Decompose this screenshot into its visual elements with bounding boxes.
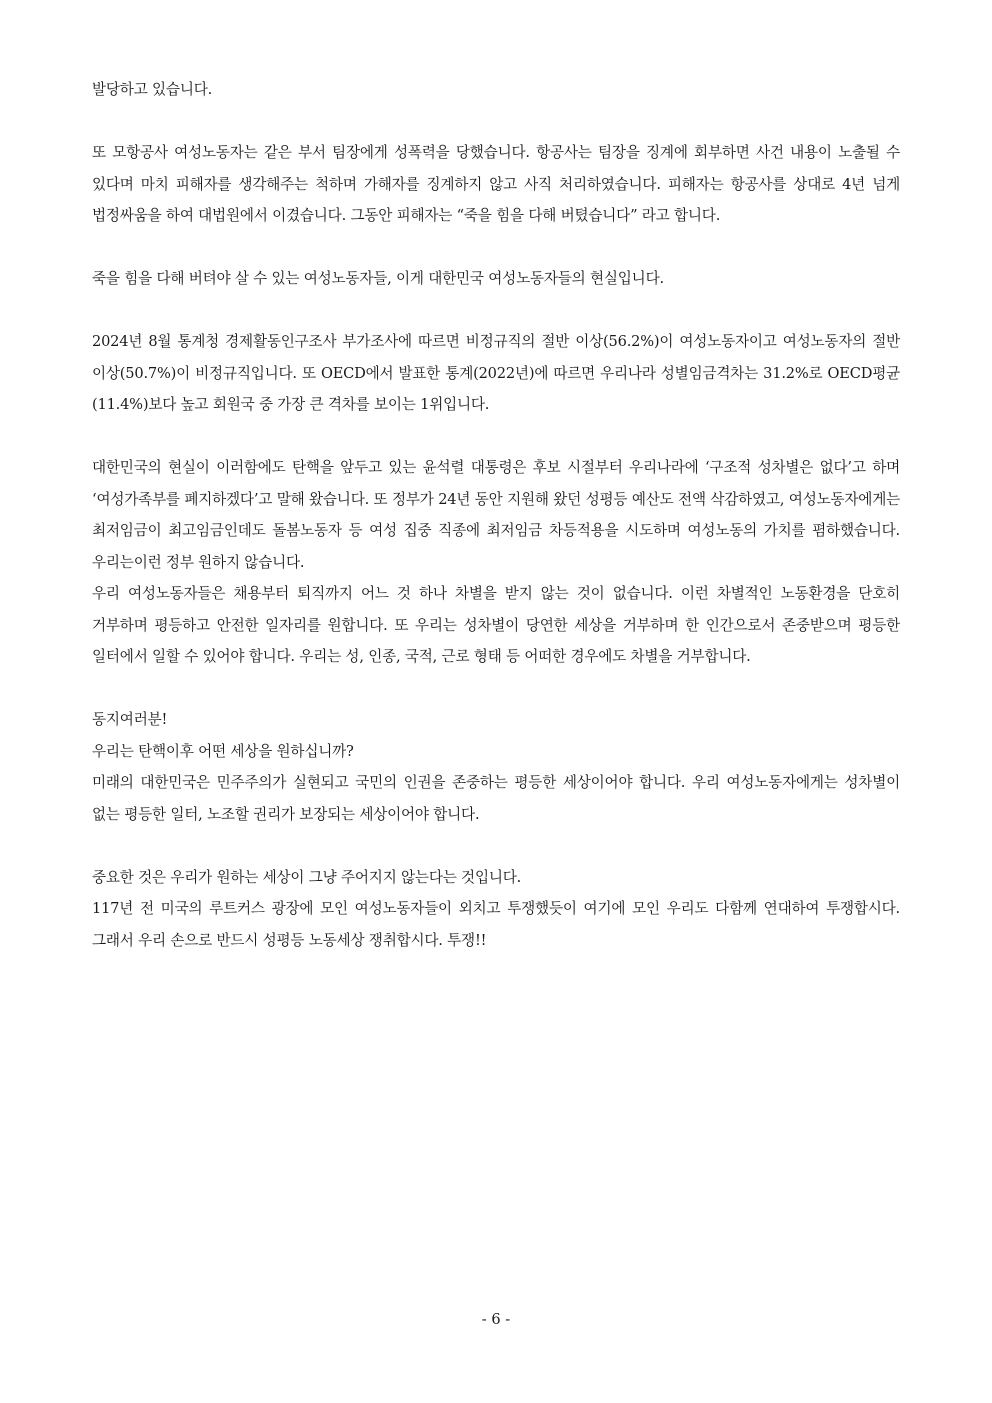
paragraph: 발당하고 있습니다. <box>92 81 213 98</box>
paragraph: 또 모항공사 여성노동자는 같은 부서 팀장에게 성폭력을 당했습니다. 항공사는 팀장을 징계에 회부하면 사건 내용이 노출될 수 있다며 마치 피해자를 생각해주는 척하며 가해자를 징계하지 않고 사직 처리하였습니다. 피해자는 항공사를 상대로 4년 넘게 법정싸움을 하여 대법원에서 이겼습니다. 그동안 피해자는 “죽을 힘을 다해 버텼습니다” 라고 합니다. <box>92 144 900 224</box>
paragraph: 우리는 탄핵이후 어떤 세상을 원하십니까? <box>92 742 354 760</box>
paragraph: 대한민국의 현실이 이러함에도 탄핵을 앞두고 있는 윤석렬 대통령은 후보 시절부터 우리나라에 ‘구조적 성차별은 없다’고 하며 ‘여성가족부를 폐지하겠다’고 말해 왔습니다. 또 정부가 24년 동안 지원해 왔던 성평등 예산도 전액 삭감하였고, 여성노동자에게는 최저임금이 최고임금인데도 돌봄노동자 등 여성 집중 직종에 최저임금 차등적용을 시도하며 여성노동의 가치를 폄하했습니다. 우리는이런 정부 원하지 않습니다. <box>92 459 900 571</box>
paragraph: 2024년 8월 통계청 경제활동인구조사 부가조사에 따르면 비정규직의 절반 이상(56.2%)이 여성노동자이고 여성노동자의 절반 이상(50.7%)이 비정규직입니다. 또 OECD에서 발표한 통계(2022년)에 따르면 우리나라 성별임금격차는 31.2%로 OECD평균(11.4%)보다 높고 회원국 중 가장 큰 격차를 보이는 1위입니다. <box>92 333 900 413</box>
paragraph-spacer <box>92 295 900 327</box>
paragraph: 미래의 대한민국은 민주주의가 실현되고 국민의 인권을 존중하는 평등한 세상이어야 합니다. 우리 여성노동자에게는 성차별이 없는 평등한 일터, 노조할 권리가 보장되는 세상이어야 합니다. <box>92 774 900 823</box>
paragraph-spacer <box>92 830 900 862</box>
paragraph: 동지여러분! <box>92 711 168 728</box>
paragraph: 죽을 힘을 다해 버텨야 살 수 있는 여성노동자들, 이게 대한민국 여성노동자들의 현실입니다. <box>92 270 664 287</box>
page-number: - 6 - <box>481 1311 511 1328</box>
paragraph-spacer <box>92 421 900 453</box>
paragraph: 중요한 것은 우리가 원하는 세상이 그냥 주어지지 않는다는 것입니다. <box>92 868 522 886</box>
paragraph-spacer <box>92 232 900 264</box>
paragraph: 우리 여성노동자들은 채용부터 퇴직까지 어느 것 하나 차별을 받지 않는 것이 없습니다. 이런 차별적인 노동환경을 단호히 거부하며 평등하고 안전한 일자리를 원합니다. 또 우리는 성차별이 당연한 세상을 거부하며 한 인간으로서 존중받으며 평등한 일터에서 일할 수 있어야 합니다. 우리는 성, 인종, 국적, 근로 형태 등 어떠한 경우에도 차별을 거부합니다. <box>92 585 900 665</box>
paragraph: 117년 전 미국의 루트커스 광장에 모인 여성노동자들이 외치고 투쟁했듯이 여기에 모인 우리도 다함께 연대하여 투쟁합시다. 그래서 우리 손으로 반드시 성평등 노동세상 쟁취합시다. 투쟁!! <box>92 900 900 949</box>
paragraph-spacer <box>92 673 900 705</box>
document-body <box>92 74 900 956</box>
paragraph-spacer <box>92 106 900 138</box>
